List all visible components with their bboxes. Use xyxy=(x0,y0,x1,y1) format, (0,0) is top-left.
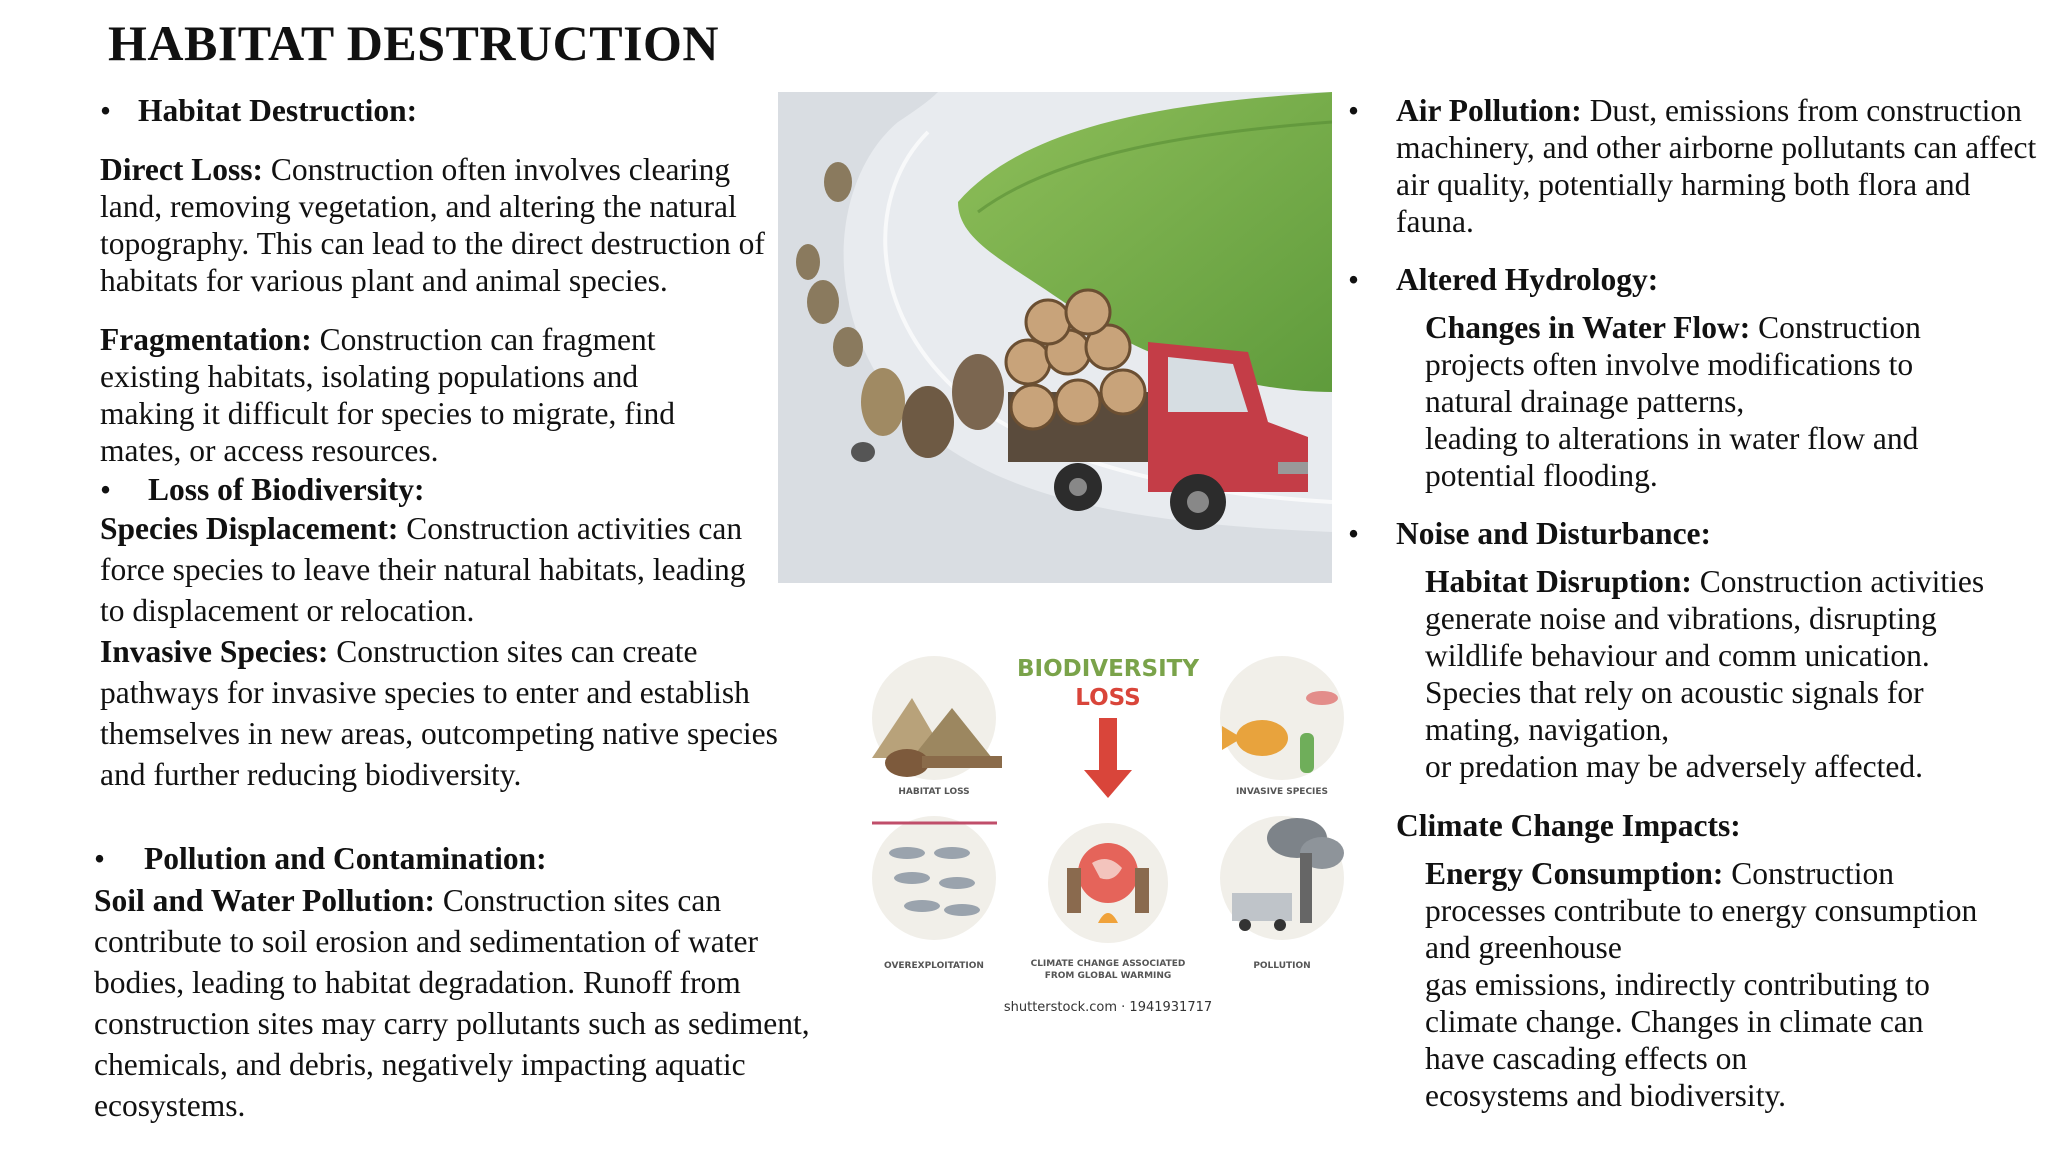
habitat-disruption-paragraph xyxy=(1340,563,1990,748)
climate-change-label-line1: CLIMATE CHANGE ASSOCIATED xyxy=(1030,959,1186,969)
bullet-symbol: • xyxy=(94,841,106,876)
habitat-destruction-heading xyxy=(100,92,780,129)
bullet-symbol: • xyxy=(1348,262,1360,297)
energy-consumption-text-2: gas emissions, indirectly contributing to climate change. Changes in climate can have cascading effects on xyxy=(1425,967,1930,1076)
fragmentation-label: Fragmentation: xyxy=(100,322,312,357)
air-pollution-paragraph xyxy=(1340,92,2046,240)
water-flow-text-2: leading to alterations in water flow and potential flooding. xyxy=(1425,421,1919,493)
climate-change-heading-text: Climate Change Impacts: xyxy=(1396,808,1741,843)
water-flow-text: Construction projects often involve modifications to natural drainage patterns, xyxy=(1425,310,1921,419)
overexploitation-label: OVEREXPLOITATION xyxy=(884,961,984,971)
habitat-disruption-label: Habitat Disruption: xyxy=(1425,564,1692,599)
biodiversity-heading-text: Loss of Biodiversity: xyxy=(148,472,425,507)
habitat-disruption-text-2: or predation may be adversely affected. xyxy=(1425,749,1923,784)
fragmentation-paragraph xyxy=(100,321,740,469)
invasive-species-label: INVASIVE SPECIES xyxy=(1235,787,1329,797)
energy-consumption-paragraph-2 xyxy=(1340,966,1990,1077)
invasive-species-label: Invasive Species: xyxy=(100,634,329,669)
bullet-symbol: • xyxy=(1348,516,1360,551)
pollution-heading xyxy=(94,840,834,877)
energy-consumption-label: Energy Consumption: xyxy=(1425,856,1724,891)
noise-disturbance-heading xyxy=(1340,515,2020,552)
overexploitation-icon xyxy=(872,816,997,940)
water-flow-paragraph-2 xyxy=(1340,420,1985,494)
water-flow-label: Changes in Water Flow: xyxy=(1425,310,1751,345)
energy-consumption-text-3: ecosystems and biodiversity. xyxy=(1425,1078,1787,1113)
bullet-symbol: • xyxy=(100,472,112,507)
infographic-title-line1: BIODIVERSITY xyxy=(1017,656,1199,682)
energy-consumption-text: Construction processes contribute to energy consumption and greenhouse xyxy=(1425,856,1978,965)
right-column xyxy=(1340,92,2037,1114)
soil-water-text: Construction sites can contribute to soil erosion and sedimentation of water bodies, leading to habitat degradation. Runoff from construction sites may carry pollutants such as sediment, chemicals, and debris, negatively impacting aquatic ecosystems. xyxy=(94,883,810,1123)
climate-change-icon xyxy=(1048,823,1168,943)
soil-water-paragraph xyxy=(94,880,824,1126)
bullet-symbol: • xyxy=(1348,93,1360,128)
direct-loss-paragraph xyxy=(100,151,780,299)
direct-loss-text: Construction often involves clearing land, removing vegetation, and altering the natural topography. This can lead to the direct destruction of habitats for various plant and animal species. xyxy=(100,152,765,298)
invasive-species-paragraph xyxy=(100,631,790,795)
energy-consumption-paragraph-3 xyxy=(1340,1077,1990,1114)
soil-water-label: Soil and Water Pollution: xyxy=(94,883,436,918)
left-column xyxy=(100,92,780,795)
altered-hydrology-heading-text: Altered Hydrology: xyxy=(1396,262,1659,297)
habitat-disruption-paragraph-2 xyxy=(1340,748,1990,785)
climate-change-label-line2: FROM GLOBAL WARMING xyxy=(1044,971,1172,981)
invasive-species-text: Construction sites can create pathways for invasive species to enter and establish themselves in new areas, outcompeting native species and further reducing biodiversity. xyxy=(100,634,778,792)
habitat-destruction-cartoon xyxy=(778,92,1332,583)
biodiversity-loss-infographic xyxy=(852,638,1364,1021)
infographic-title-line2: LOSS xyxy=(1075,685,1141,711)
habitat-disruption-text: Construction activities generate noise and vibrations, disrupting wildlife behaviour and comm unication. Species that rely on acoustic signals for mating, navigation, xyxy=(1425,564,1985,747)
water-flow-paragraph xyxy=(1340,309,1985,420)
air-pollution-label: Air Pollution: xyxy=(1396,93,1582,128)
habitat-loss-label: HABITAT LOSS xyxy=(898,787,970,797)
bullet-symbol: • xyxy=(100,93,112,128)
energy-consumption-paragraph xyxy=(1340,855,1990,966)
pollution-icon xyxy=(1220,816,1344,940)
altered-hydrology-heading xyxy=(1340,261,2020,298)
infographic-illustration xyxy=(852,638,1364,1021)
cartoon-illustration xyxy=(778,92,1332,583)
climate-change-heading xyxy=(1340,807,2020,844)
air-pollution-text: Dust, emissions from construction machinery, and other airborne pollutants can affect air quality, potentially harming both flora and fauna. xyxy=(1396,93,2037,239)
pollution-label: POLLUTION xyxy=(1253,961,1311,971)
direct-loss-label: Direct Loss: xyxy=(100,152,264,187)
image-credit: shutterstock.com · 1941931717 xyxy=(1003,1000,1213,1015)
species-displacement-label: Species Displacement: xyxy=(100,511,399,546)
noise-disturbance-heading-text: Noise and Disturbance: xyxy=(1396,516,1712,551)
biodiversity-heading xyxy=(100,471,780,508)
pollution-section xyxy=(94,840,834,1126)
page-title: HABITAT DESTRUCTION xyxy=(108,15,720,71)
species-displacement-paragraph xyxy=(100,508,760,631)
invasive-species-icon xyxy=(1220,656,1344,780)
species-displacement-text: Construction activities can force species to leave their natural habitats, leading to displacement or relocation. xyxy=(100,511,746,628)
fragmentation-text: Construction can fragment existing habitats, isolating populations and making it difficult for species to migrate, find mates, or access resources. xyxy=(100,322,676,468)
habitat-destruction-heading-text: Habitat Destruction: xyxy=(138,93,418,128)
pollution-heading-text: Pollution and Contamination: xyxy=(144,841,547,876)
